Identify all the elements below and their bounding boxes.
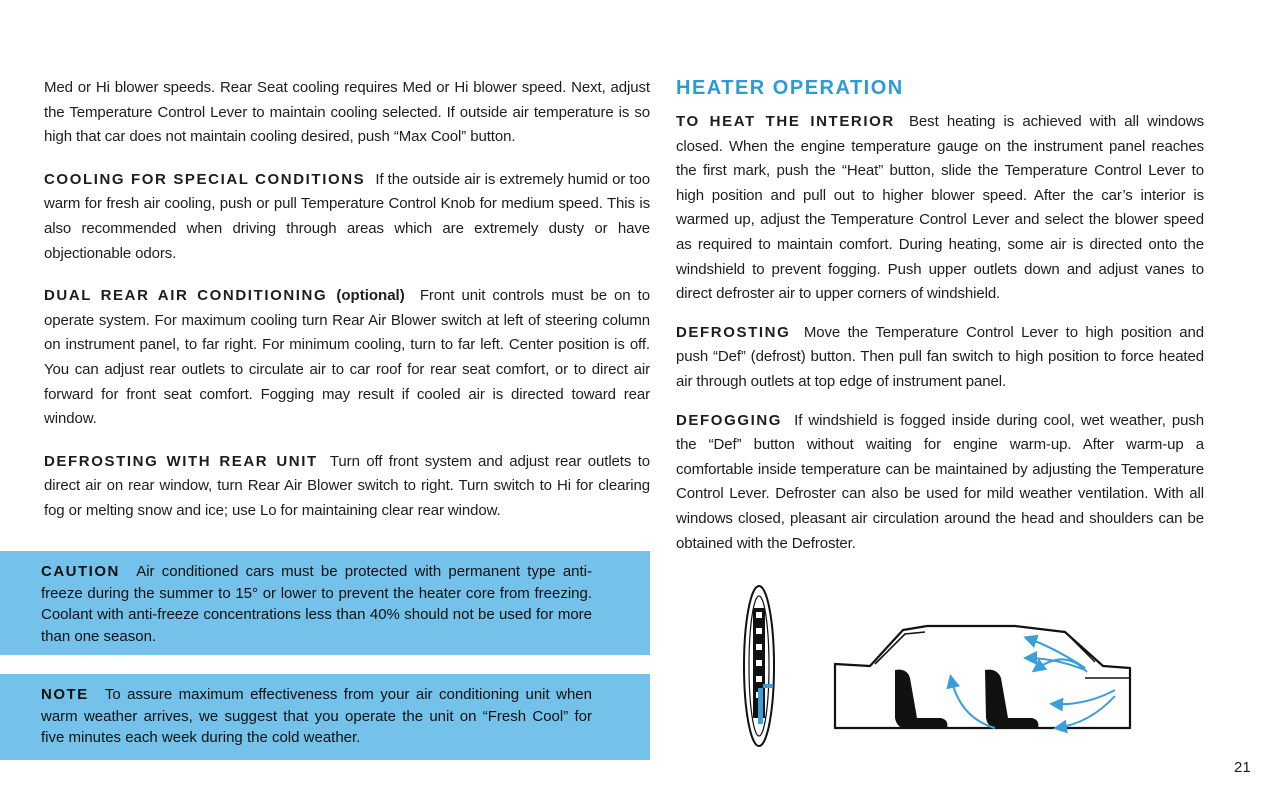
defrosting-heading: DEFROSTING	[676, 323, 791, 341]
cooling-special-paragraph	[44, 168, 650, 266]
page-number: 21	[1234, 759, 1251, 776]
heat-interior-heading: TO HEAT THE INTERIOR	[676, 113, 895, 130]
right-column	[676, 76, 1204, 556]
cooling-special-text: If the outside air is extremely humid or too warm for fresh air cooling, push or pull Temperature Control Knob for medium speed. This is also recommended when driving through areas which are extremely dusty or have objectionable odors.	[44, 170, 650, 262]
car-airflow-icon	[835, 626, 1130, 728]
dual-rear-text: Front unit controls must be on to operate system. For maximum cooling turn Rear Air Blower switch at left of steering column on instrument panel, to far right. For minimum cooling, turn to far left. Center position is off. You can adjust rear outlets to circulate air to car roof for rear seat comfort, or to direct air forward for front seat comfort. Fogging may result if cooled air is directed toward rear window.	[44, 287, 650, 428]
note-heading: NOTE	[41, 686, 89, 703]
cooling-special-heading: COOLING FOR SPECIAL CONDITIONS	[44, 170, 366, 188]
defrost-rear-heading: DEFROSTING WITH REAR UNIT	[44, 452, 318, 470]
dual-rear-optional: (optional)	[336, 287, 405, 305]
defrosting-paragraph	[676, 321, 1204, 395]
defrosting-text: Move the Temperature Control Lever to high position and push “Def” (defrost) button. Then pull fan switch to high position to force heated air through outlets at top edge of instrument panel.	[676, 323, 1204, 390]
left-column	[44, 76, 650, 524]
note-text: To assure maximum effectiveness from your air conditioning unit when warm weather arrives, we suggest that you operate the unit on “Fresh Cool” for five minutes each week during the cold weather.	[41, 686, 592, 746]
caution-heading: CAUTION	[41, 563, 120, 580]
dual-rear-paragraph	[44, 284, 650, 432]
dual-rear-heading: DUAL REAR AIR CONDITIONING	[44, 287, 328, 305]
defrost-rear-text: Turn off front system and adjust rear outlets to direct air on rear window, turn Rear Air Blower switch to right. Turn switch to Hi for clearing fog or melting snow and ice; use Lo for maintaining clear rear window.	[44, 452, 651, 519]
defogging-paragraph	[676, 409, 1204, 557]
caution-box	[0, 551, 650, 655]
heater-illustration	[735, 578, 1140, 748]
caution-text: Air conditioned cars must be protected with permanent type anti-freeze during the summer to 15° or lower to prevent the heater core from freezing. Coolant with anti-freeze concentrations less than 40% should not be used for more than one season.	[41, 563, 592, 645]
note-box	[0, 674, 650, 760]
defogging-heading: DEFOGGING	[676, 411, 783, 429]
defrost-rear-paragraph	[44, 450, 650, 524]
defogging-text: If windshield is fogged inside during cool, wet weather, push the “Def” button without waiting for engine warm-up. After warm-up a comfortable inside temperature can be maintained by adjusting the Temperature Control Lever. Defroster can also be used for mild weather ventilation. With all windows closed, pleasant air circulation around the head and shoulders can be obtained with the Defroster.	[676, 411, 1204, 552]
intro-paragraph: Med or Hi blower speeds. Rear Seat cooling requires Med or Hi blower speed. Next, adjust the Temperature Control Lever to maintain cooling selected. If outside air temperature is so high that car does not maintain cooling desired, push “Max Cool” button.	[44, 79, 650, 146]
control-panel-icon	[744, 586, 774, 746]
heat-interior-text: Best heating is achieved with all windows closed. When the engine temperature gauge on the instrument panel reaches the first mark, push the “Heat” button, slide the Temperature Control Lever to high position and pull out to higher blower speed. After the car’s interior is warmed up, adjust the Temperature Control Lever and select the blower speed as required to maintain comfort. During heating, some air is directed onto the windshield to prevent fogging. Push upper outlets down and adjust vanes to direct defroster air to upper corners of windshield.	[676, 113, 1204, 303]
section-title: HEATER OPERATION	[676, 77, 904, 99]
heat-interior-paragraph	[676, 110, 1204, 307]
